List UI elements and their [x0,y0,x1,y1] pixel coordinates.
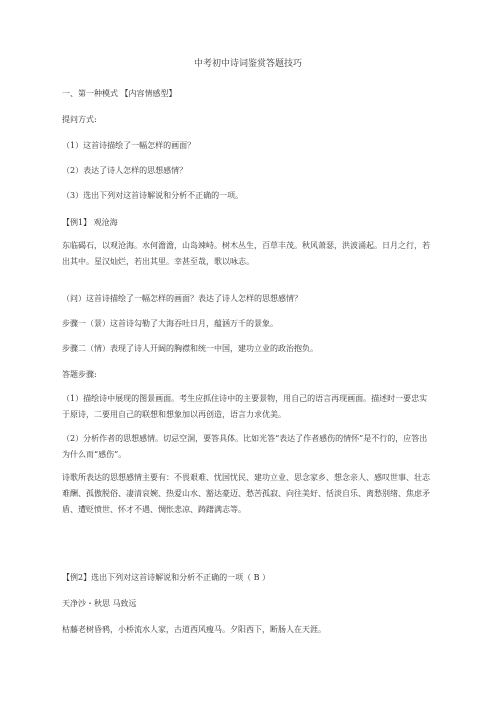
example2-label: 【例2】选出下列对这首诗解说和分析不正确的一项（ B ） [62,573,271,582]
question-item: （2）表达了诗人怎样的思想感情？ [62,166,188,175]
example2-poem-title: 天净沙・秋思 马致远 [62,599,137,608]
example2-poem: 枯藤老树昏鸦，小桥流水人家，古道西风瘦马。夕阳西下，断肠人在天涯。 [62,625,326,634]
answer-step1: （1）描绘诗中展现的图景画面。考生应抓住诗中的主要景物，用自己的语言再现画面。描述时一要忠实于原诗，二要用自己的联想和想象加以再创造，语言力求优美。 [62,394,428,419]
emotions-list: 诗歌所表达的思想感情主要有：不畏艰难、忧国忧民、建功立业、思念家乡、想念亲人、感叹世事、壮志难酬、孤傲脱俗、凄清哀婉、热爱山水、豁达豪迈、愁苦孤寂、向往美好、恬淡自乐、离愁别绪、焦虑矛盾、遭贬愤世、怀才不遇、惆怅悲凉、踌躇满志等。 [62,473,430,514]
example1-poem: 东临碣石，以观沧海。水何澹澹，山岛竦峙。树木丛生，百草丰茂。秋风萧瑟，洪波涌起。日月之行，若出其中。星汉灿烂，若出其里。幸甚至哉，歌以咏志。 [62,241,430,266]
question-item: （3）选出下列对这首诗解说和分析不正确的一项。 [62,191,244,200]
document-title: 中考初中诗词鉴赏答题技巧 [193,59,302,69]
example1-step2: 步骤二（情）表现了诗人开阔的胸襟和统一中国，建功立业的政治抱负。 [62,344,318,353]
answer-steps-label: 答题步骤: [62,370,97,379]
answer-step2: （2）分析作者的思想感情。切忌空洞，要答具体。比如光答“表达了作者感伤的情怀”是不行的，应答出为什么而“感伤”。 [62,434,428,459]
section-heading: 一、第一种模式 【内容情感型】 [62,89,177,98]
question-item: （1）这首诗描绘了一幅怎样的画面？ [62,141,196,150]
example1-step1: 步骤一（景）这首诗勾勒了大海吞吐日月，蕴涵万千的景象。 [62,319,278,328]
ask-methods-label: 提问方式: [62,115,97,124]
example1-label: 【例1】 观沧海 [62,218,118,227]
example1-question: （问）这首诗描绘了一幅怎样的画面？表达了诗人怎样的思想感情？ [62,294,302,303]
